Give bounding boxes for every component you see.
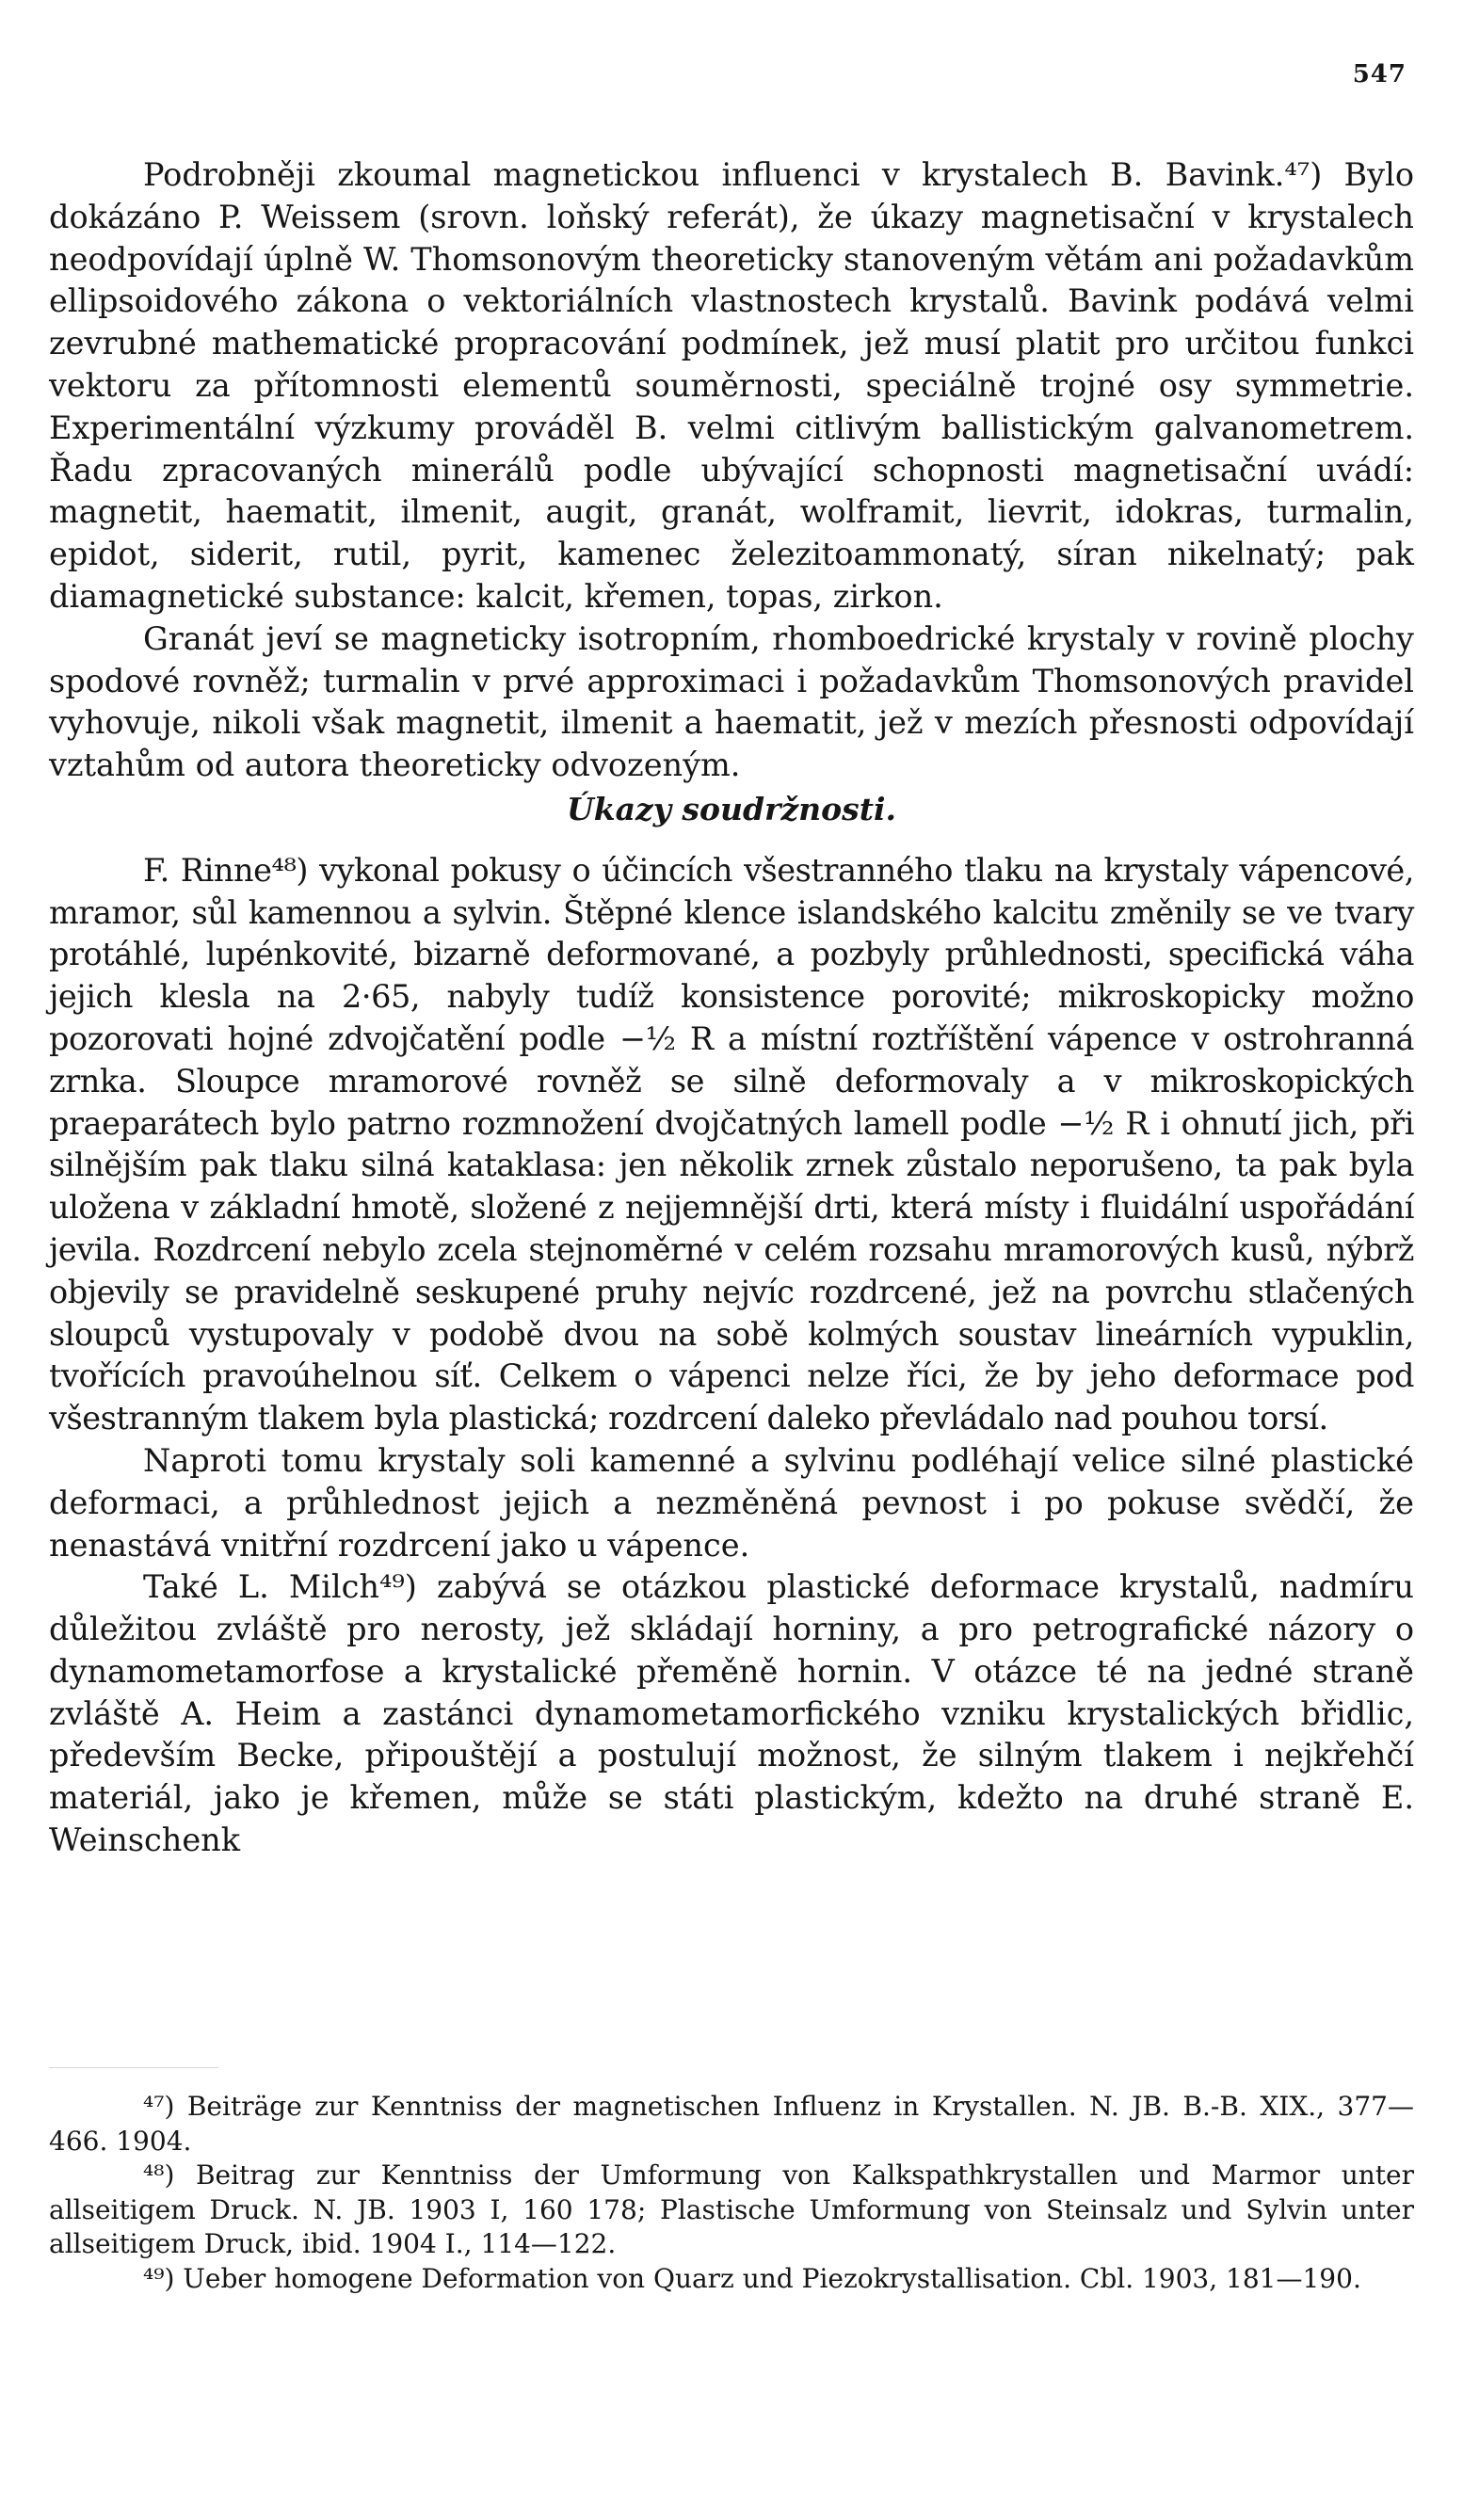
footnotes: [49, 2090, 1414, 2296]
body-text: [49, 154, 1414, 1862]
footnote-49: ⁴⁹) Ueber homogene Deformation von Quarz und Piezokrystallisation. Cbl. 1903, 181—190.: [143, 2262, 1361, 2294]
footnote-47: ⁴⁷) Beiträge zur Kenntniss der magnetischen Influenz in Krystallen. N. JB. B.-B. XIX., 377—466. 1904.: [49, 2091, 1414, 2157]
paragraph-milch: Také L. Milch⁴⁹) zabývá se otázkou plastické deformace krystalů, nadmíru důležitou zvláště pro nerosty, jež skládají horniny, a pro petrografické názory o dynamometamorfose a krystalické přeměně hornin. V otázce té na jedné straně zvláště A. Heim a zastánci dynamometamorfického vzniku krystalických břidlic, především Becke, připouštějí a postulují možnost, že silným tlakem i nejkřehčí materiál, jako je křemen, může se státi plastickým, kdežto na druhé straně E. Weinschenk: [49, 1568, 1414, 1859]
footnote-48: ⁴⁸) Beitrag zur Kenntniss der Umformung von Kalkspathkrystallen und Marmor unter allseitigem Druck. N. JB. 1903 I, 160 178; Plastische Umformung von Steinsalz und Sylvin unter allseitigem Druck, ibid. 1904 I., 114—122.: [49, 2159, 1414, 2259]
page-number: 547: [1352, 60, 1407, 88]
paragraph-garnet: Granát jeví se magneticky isotropním, rhomboedrické krystaly v rovině plochy spodové rovněž; turmalin v prvé approximaci i požadavkům Thomsonových pravidel vyhovuje, nikoli však magnetit, ilmenit a haematit, jež v mezích přesnosti odpovídají vztahům od autora theoreticky odvozeným.: [49, 619, 1414, 784]
paragraph-magnetic-influence: Podrobněji zkoumal magnetickou influenci v krystalech B. Bavink.⁴⁷) Bylo dokázáno P. Weissem (srovn. loňský referát), že úkazy magnetisační v krystalech neodpovídají úplně W. Thomsonovým theoreticky stanoveným větám ani požadavkům ellipsoidového zákona o vektoriálních vlastnostech krystalů. Bavink podává velmi zevrubné mathematické propracování podmínek, jež musí platit pro určitou funkci vektoru za přítomnosti elementů souměrnosti, speciálně trojné osy symmetrie. Experimentální výzkumy prováděl B. velmi citlivým ballistickým galvanometrem. Řadu zpracovaných minerálů podle ubývající schopnosti magnetisační uvádí: magnetit, haematit, ilmenit, augit, granát, wolframit, lievrit, idokras, turmalin, epidot, siderit, rutil, pyrit, kamenec železitoammonatý, síran nikelnatý; pak diamagnetické substance: kalcit, křemen, topas, zirkon.: [49, 156, 1414, 615]
paragraph-rock-salt: Naproti tomu krystaly soli kamenné a sylvinu podléhají velice silné plastické deformaci, a průhlednost jejich a nezměněná pevnost i po pokuse svědčí, že nenastává vnitřní rozdrcení jako u vápence.: [49, 1441, 1414, 1564]
footnote-divider: [49, 2067, 218, 2068]
paragraph-rinne: F. Rinne⁴⁸) vykonal pokusy o účincích všestranného tlaku na krystaly vápencové, mramor, sůl kamennou a sylvin. Štěpné klence islandského kalcitu změnily se ve tvary protáhlé, lupénkovité, bizarně deformované, a pozbyly průhlednosti, specifická váha jejich klesla na 2·65, nabyly tudíž konsistence porovité; mikroskopicky možno pozorovati hojné zdvojčatění podle −½ R a místní roztříštění vápence v ostrohranná zrnka. Sloupce mramorové rovněž se silně deformovaly a v mikroskopických praeparátech bylo patrno rozmnožení dvojčatných lamell podle −½ R i ohnutí jich, při silnějším pak tlaku silná kataklasa: jen několik zrnek zůstalo neporušeno, ta pak byla uložena v základní hmotě, složené z nejjemnější drti, která místy i fluidální uspořádání jevila. Rozdrcení nebylo zcela stejnoměrné v celém rozsahu mramorových kusů, nýbrž objevily se pravidelně seskupené pruhy nejvíc rozdrcené, jež na povrchu stlačených sloupců vystupovaly v podobě dvou na sobě kolmých soustav lineárních vypuklin, tvořících pravoúhelnou síť. Celkem o vápenci nelze říci, že by jeho deformace pod všestranným tlakem byla plastická; rozdrcení daleko převládalo nad pouhou torsí.: [49, 851, 1414, 1437]
section-heading: Úkazy soudržnosti.: [566, 790, 897, 827]
